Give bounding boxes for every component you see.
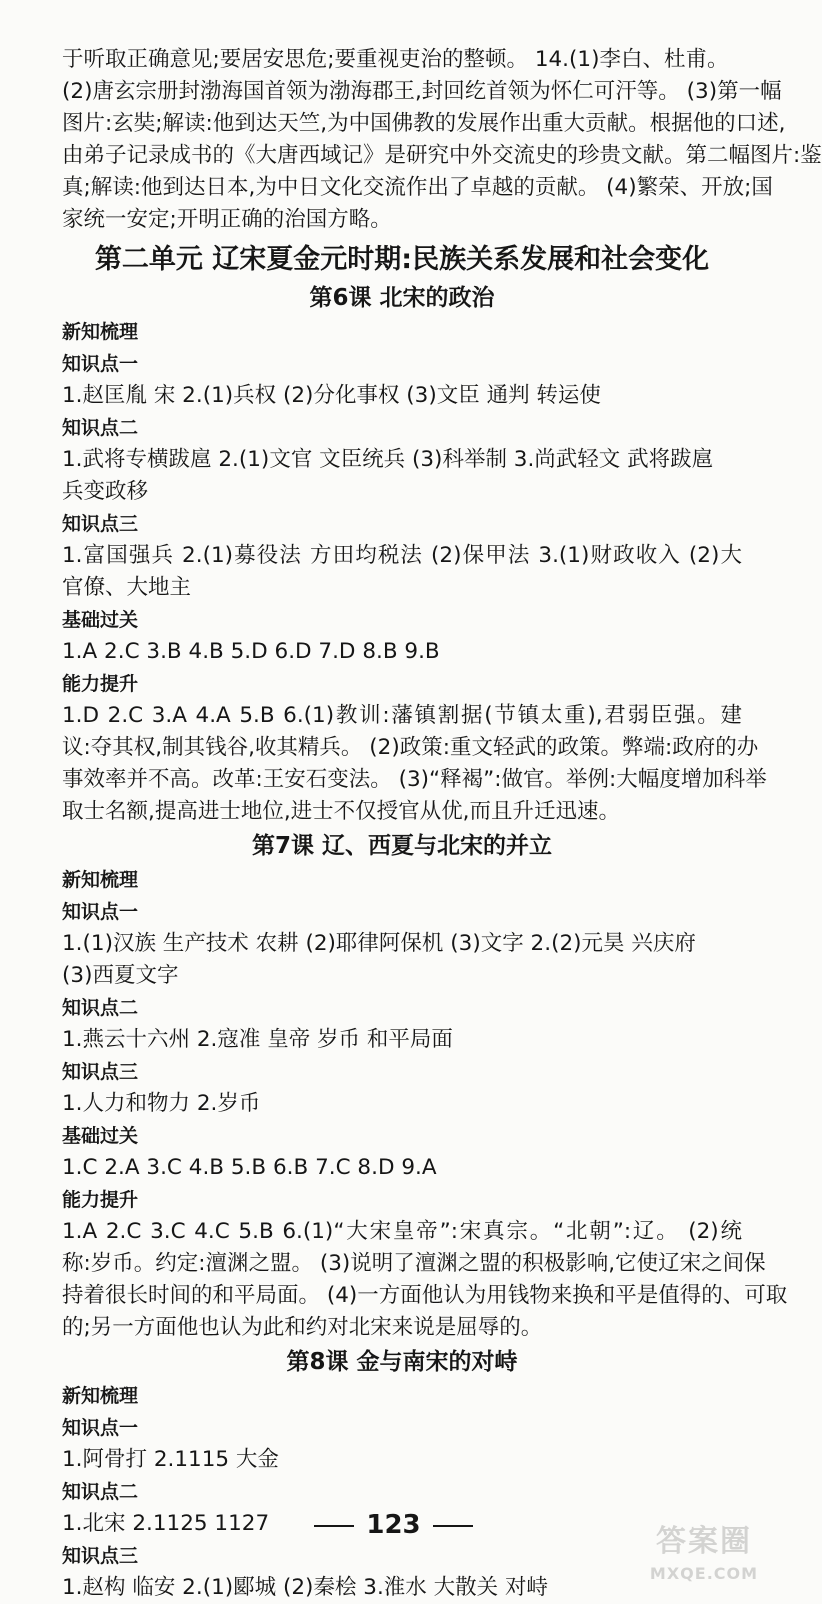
answer-line: 1.赵匡胤 宋 2.(1)兵权 (2)分化事权 (3)文臣 通判 转运使	[62, 383, 601, 408]
unit-title: 第二单元 辽宋夏金元时期:民族关系发展和社会变化	[94, 244, 710, 275]
watermark-url-text: MXQE.COM	[649, 1564, 759, 1583]
section-heading: 知识点三	[62, 1545, 139, 1567]
section-heading: 新知梳理	[62, 321, 139, 343]
section-heading: 基础过关	[62, 1125, 139, 1147]
section-heading: 新知梳理	[62, 869, 139, 891]
answer-line: 1.(1)汉族 生产技术 农耕 (2)耶律阿保机 (3)文字 2.(2)元昊 兴庆府	[62, 931, 696, 956]
answer-line: 1.武将专横跋扈 2.(1)文官 文臣统兵 (3)科举制 3.尚武轻文 武将跋扈	[62, 447, 714, 472]
answer-line: 兵变政移	[62, 479, 149, 504]
answer-line: 由弟子记录成书的《大唐西域记》是研究中外交流史的珍贵文献。第二幅图片:鉴	[62, 143, 822, 168]
answer-line: (3)西夏文字	[62, 963, 179, 988]
answer-line: 1.燕云十六州 2.寇准 皇帝 岁币 和平局面	[62, 1027, 453, 1052]
page-number-text: 123	[366, 1510, 421, 1540]
section-heading: 知识点一	[62, 1417, 139, 1439]
section-heading: 能力提升	[62, 673, 139, 695]
answer-line: 1.北宋 2.1125 1127	[62, 1511, 270, 1536]
section-heading: 知识点二	[62, 997, 139, 1019]
answer-line: 的;另一方面他也认为此和约对北宋来说是屈辱的。	[62, 1315, 543, 1340]
answer-line: 1.D 2.C 3.A 4.A 5.B 6.(1)教训:藩镇割据(节镇太重),君弱臣强。建	[62, 703, 742, 728]
answer-line: 家统一安定;开明正确的治国方略。	[62, 207, 392, 232]
answer-line: (2)唐玄宗册封渤海国首领为渤海郡王,封回纥首领为怀仁可汗等。 (3)第一幅	[62, 79, 782, 104]
answer-line: 真;解读:他到达日本,为中日文化交流作出了卓越的贡献。 (4)繁荣、开放;国	[62, 175, 773, 200]
section-heading: 知识点二	[62, 417, 139, 439]
folio-dash-left	[314, 1525, 354, 1527]
section-heading: 知识点二	[62, 1481, 139, 1503]
answer-line: 1.阿骨打 2.1115 大金	[62, 1447, 279, 1472]
answer-line: 称:岁币。约定:澶渊之盟。 (3)说明了澶渊之盟的积极影响,它使辽宋之间保	[62, 1251, 766, 1276]
answer-line: 1.人力和物力 2.岁币	[62, 1091, 261, 1116]
section-heading: 知识点三	[62, 1061, 139, 1083]
lesson-title: 第7课 辽、西夏与北宋的并立	[251, 833, 552, 859]
lesson-title: 第6课 北宋的政治	[309, 285, 495, 311]
answer-line: 1.富国强兵 2.(1)募役法 方田均税法 (2)保甲法 3.(1)财政收入 (2)大	[62, 543, 742, 568]
section-heading: 能力提升	[62, 1189, 139, 1211]
section-heading: 基础过关	[62, 609, 139, 631]
section-heading: 知识点三	[62, 513, 139, 535]
lesson-title: 第8课 金与南宋的对峙	[286, 1349, 518, 1375]
answer-line: 图片:玄奘;解读:他到达天竺,为中国佛教的发展作出重大贡献。根据他的口述,	[62, 111, 786, 136]
answer-line: 1.C 2.A 3.C 4.B 5.B 6.B 7.C 8.D 9.A	[62, 1155, 437, 1180]
watermark-logo-text: 答案圈	[656, 1524, 752, 1559]
answer-line: 1.赵构 临安 2.(1)郾城 (2)秦桧 3.淮水 大散关 对峙	[62, 1575, 548, 1600]
answer-line: 1.A 2.C 3.B 4.B 5.D 6.D 7.D 8.B 9.B	[62, 639, 440, 664]
answer-line: 官僚、大地主	[62, 575, 192, 600]
section-heading: 知识点一	[62, 901, 139, 923]
section-heading: 新知梳理	[62, 1385, 139, 1407]
answer-line: 1.A 2.C 3.C 4.C 5.B 6.(1)“大宋皇帝”:宋真宗。“北朝”:辽。 (2)统	[62, 1219, 742, 1244]
section-heading: 知识点一	[62, 353, 139, 375]
watermark-logo	[629, 1522, 779, 1596]
folio-dash-right	[433, 1525, 473, 1527]
answer-page-body	[62, 44, 822, 1604]
answer-line: 于听取正确意见;要居安思危;要重视吏治的整顿。 14.(1)李白、杜甫。	[62, 47, 729, 72]
answer-line: 议:夺其权,制其钱谷,收其精兵。 (2)政策:重文轻武的政策。弊端:政府的办	[62, 735, 759, 760]
answer-line: 事效率并不高。改革:王安石变法。 (3)“释褐”:做官。举例:大幅度增加科举	[62, 767, 767, 792]
answer-line: 持着很长时间的和平局面。 (4)一方面他认为用钱物来换和平是值得的、可取	[62, 1283, 788, 1308]
answer-line: 取士名额,提高进士地位,进士不仅授官从优,而且升迁迅速。	[62, 799, 621, 824]
